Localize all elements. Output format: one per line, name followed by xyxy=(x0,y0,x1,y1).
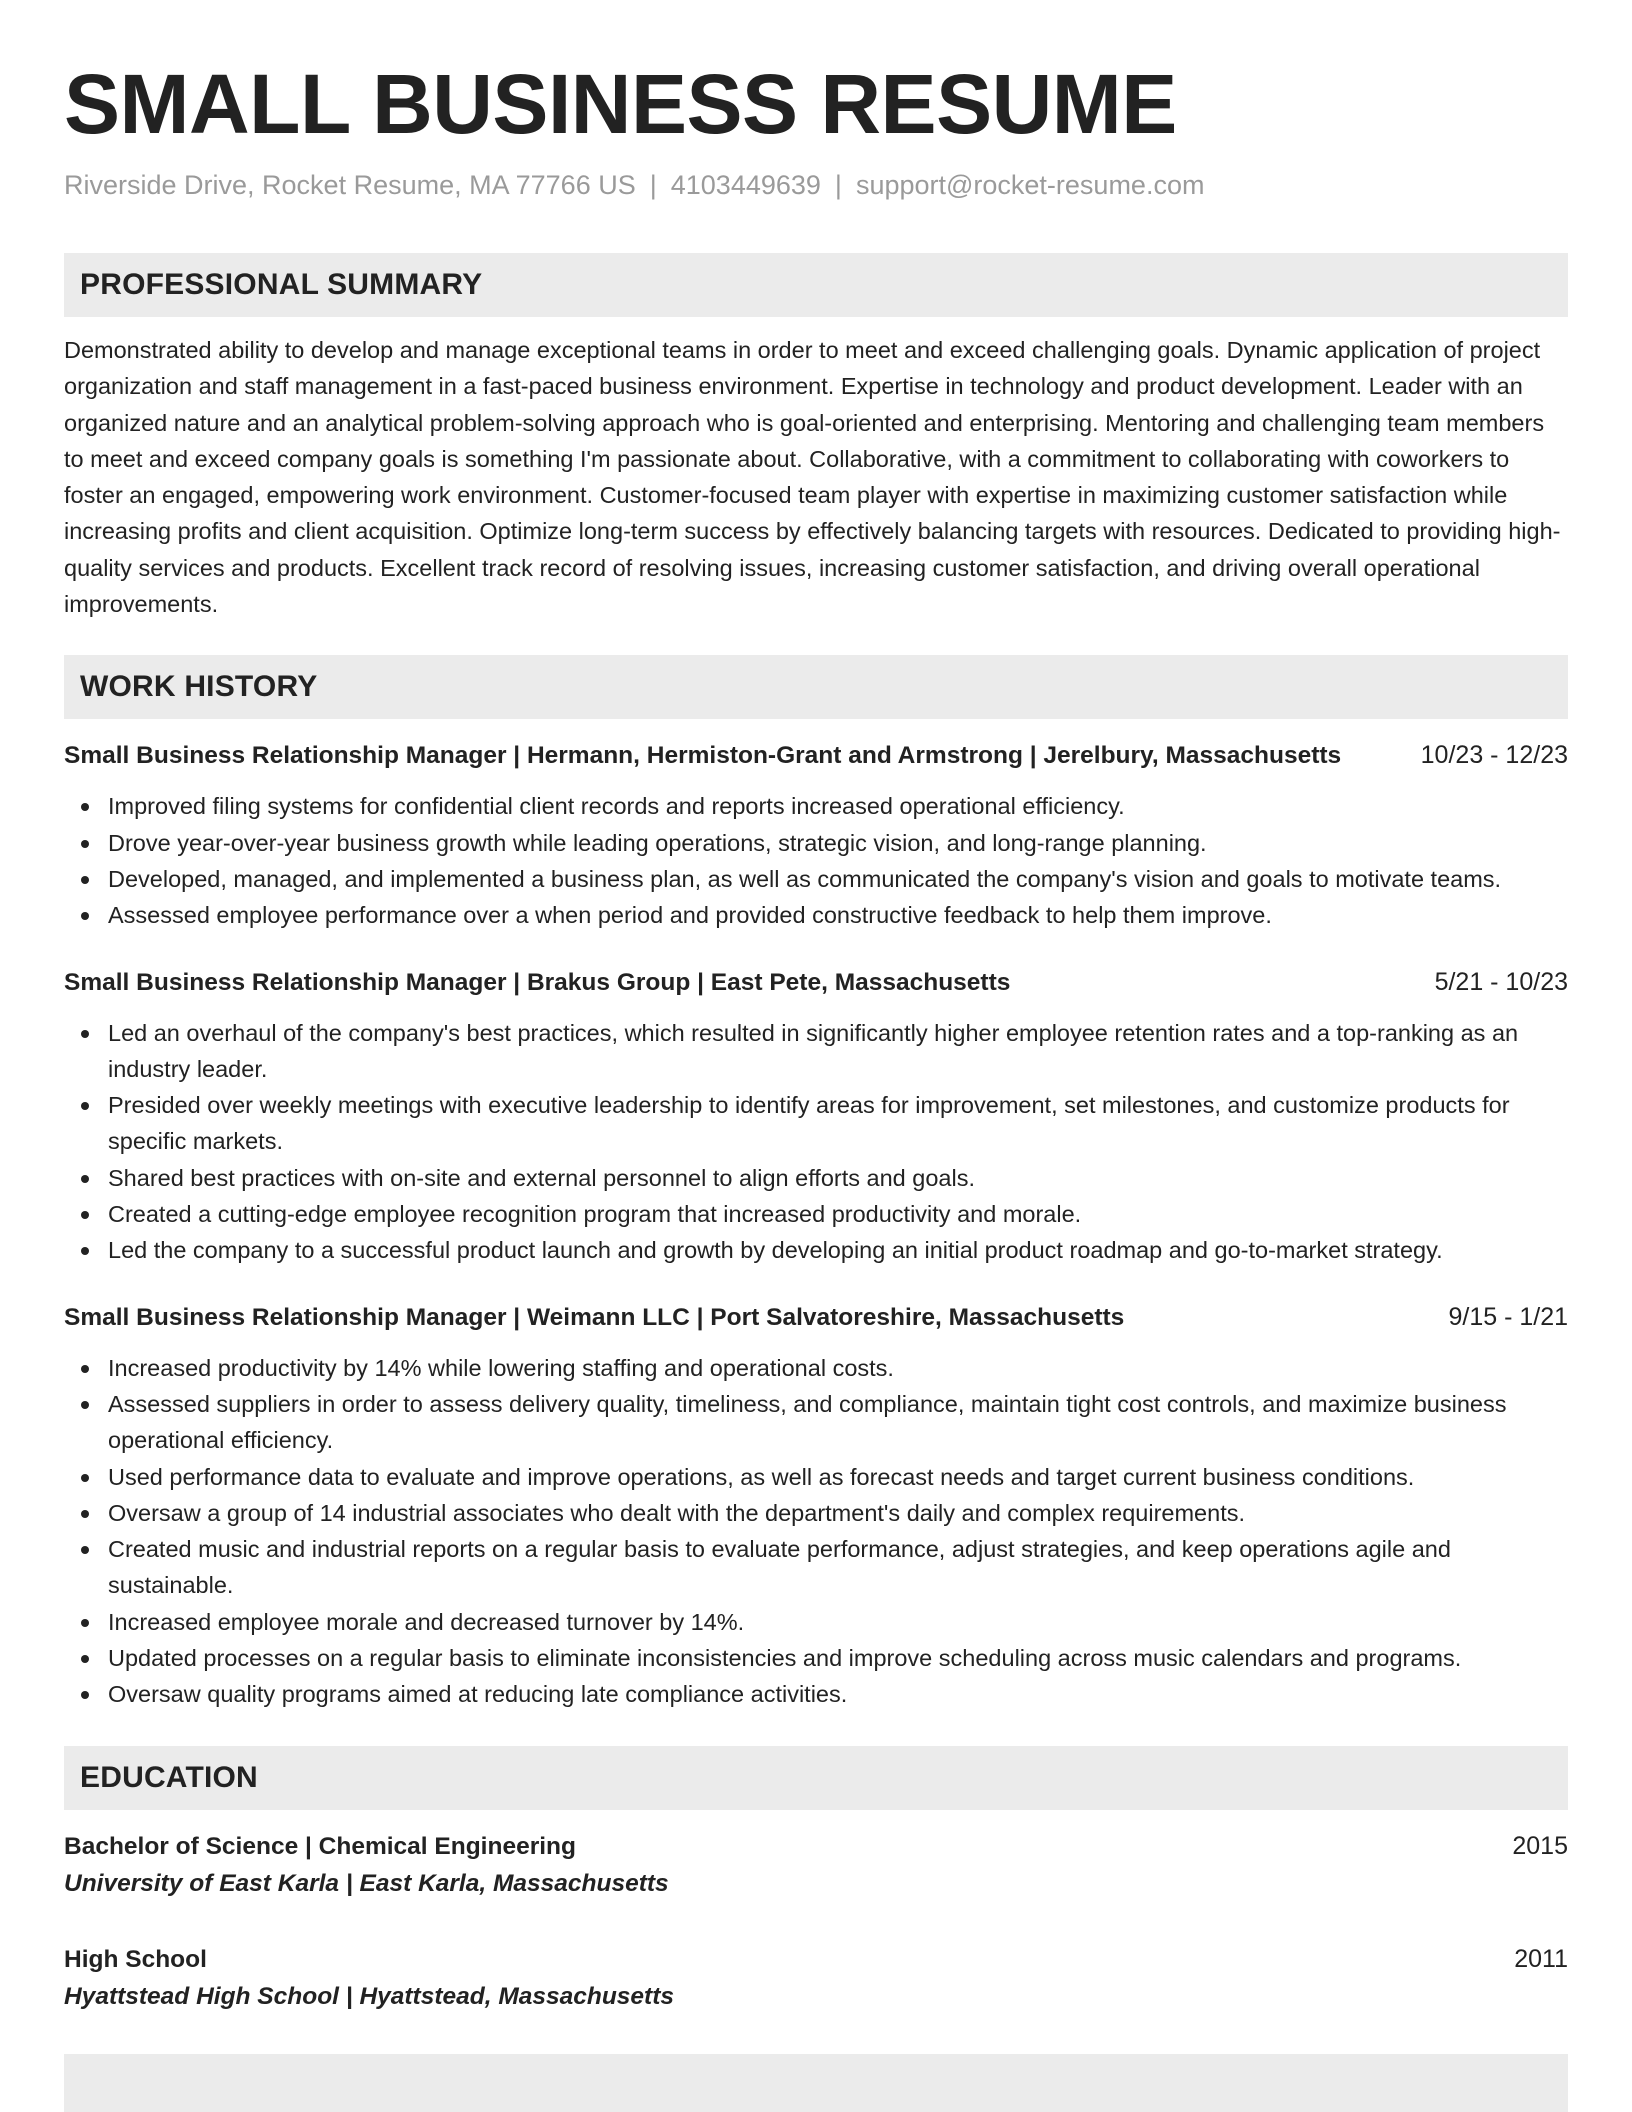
contact-email: support@rocket-resume.com xyxy=(855,170,1205,200)
job-bullet: Used performance data to evaluate and improve operations, as well as forecast needs and target current business conditions. xyxy=(64,1459,1568,1495)
contact-separator: | xyxy=(834,170,842,200)
job-bullet-list xyxy=(64,1015,1568,1269)
job-bullet-list xyxy=(64,788,1568,933)
job-bullet: Presided over weekly meetings with executive leadership to identify areas for improvement, set milestones, and customize products for specific markets. xyxy=(64,1087,1568,1160)
job-entry xyxy=(64,1299,1568,1713)
job-bullet: Updated processes on a regular basis to eliminate inconsistencies and improve scheduling across music calendars and programs. xyxy=(64,1640,1568,1676)
job-bullet: Improved filing systems for confidential client records and reports increased operational efficiency. xyxy=(64,788,1568,824)
job-dates: 10/23 - 12/23 xyxy=(1420,741,1568,770)
job-bullet: Created a cutting-edge employee recognition program that increased productivity and morale. xyxy=(64,1196,1568,1232)
section-heading-education: EDUCATION xyxy=(64,1746,1568,1810)
job-title: Small Business Relationship Manager | Brakus Group | East Pete, Massachusetts xyxy=(64,968,1011,996)
job-entry xyxy=(64,737,1568,933)
education-entry xyxy=(64,1941,1568,2016)
job-bullet: Developed, managed, and implemented a business plan, as well as communicated the company's vision and goals to motivate teams. xyxy=(64,861,1568,897)
resume-title: SMALL BUSINESS RESUME xyxy=(64,57,1177,151)
job-bullet: Increased productivity by 14% while lowering staffing and operational costs. xyxy=(64,1350,1568,1386)
job-dates: 5/21 - 10/23 xyxy=(1434,967,1568,996)
job-bullet: Oversaw quality programs aimed at reducing late compliance activities. xyxy=(64,1676,1568,1712)
job-bullet: Shared best practices with on-site and external personnel to align efforts and goals. xyxy=(64,1160,1568,1196)
education-year: 2011 xyxy=(1514,1944,1568,1973)
education-entry xyxy=(64,1828,1568,1903)
job-bullet: Increased employee morale and decreased turnover by 14%. xyxy=(64,1604,1568,1640)
contact-line xyxy=(64,168,1568,202)
job-bullet: Oversaw a group of 14 industrial associates who dealt with the department's daily and complex requirements. xyxy=(64,1495,1568,1531)
education-header xyxy=(64,1828,1568,1865)
education-year: 2015 xyxy=(1512,1831,1568,1860)
job-bullet: Assessed employee performance over a when period and provided constructive feedback to help them improve. xyxy=(64,897,1568,933)
job-title: Small Business Relationship Manager | Weimann LLC | Port Salvatoreshire, Massachusetts xyxy=(64,1303,1125,1331)
summary-text: Demonstrated ability to develop and manage exceptional teams in order to meet and exceed challenging goals. Dynamic application of project organization and staff management in a fast-paced business environment. Expertise in technology and product development. Leader with an organized nature and an analytical problem-solving approach who is goal-oriented and enterprising. Mentoring and challenging team members to meet and exceed company goals is something I'm passionate about. Collaborative, with a commitment to collaborating with coworkers to foster an engaged, empowering work environment. Customer-focused team player with expertise in maximizing customer satisfaction while increasing profits and client acquisition. Optimize long-term success by effectively balancing targets with resources. Dedicated to providing high-quality services and products. Excellent track record of resolving issues, increasing customer satisfaction, and driving overall operational improvements. xyxy=(64,337,1561,618)
job-bullet: Led an overhaul of the company's best practices, which resulted in significantly higher employee retention rates and a top-ranking as an industry leader. xyxy=(64,1015,1568,1088)
section-heading-next xyxy=(64,2054,1568,2112)
job-bullet: Created music and industrial reports on a regular basis to evaluate performance, adjust strategies, and keep operations agile and sustainable. xyxy=(64,1531,1568,1604)
education-degree: High School xyxy=(64,1945,207,1973)
contact-separator: | xyxy=(649,170,657,200)
education-header xyxy=(64,1941,1568,1978)
job-bullet-list xyxy=(64,1350,1568,1713)
contact-address: Riverside Drive, Rocket Resume, MA 77766 US xyxy=(64,170,636,200)
section-heading-work-history: WORK HISTORY xyxy=(64,655,1568,719)
job-entry xyxy=(64,964,1568,1269)
education-school: Hyattstead High School | Hyattstead, Massachusetts xyxy=(64,1982,674,2010)
job-dates: 9/15 - 1/21 xyxy=(1448,1302,1568,1331)
job-header xyxy=(64,1299,1568,1336)
contact-phone: 4103449639 xyxy=(670,170,821,200)
section-heading-summary: PROFESSIONAL SUMMARY xyxy=(64,253,1568,317)
education-school: University of East Karla | East Karla, Massachusetts xyxy=(64,1869,669,1897)
job-title: Small Business Relationship Manager | Hermann, Hermiston-Grant and Armstrong | Jerelbury, Massachusetts xyxy=(64,742,1342,770)
job-header xyxy=(64,964,1568,1001)
education-degree: Bachelor of Science | Chemical Engineering xyxy=(64,1832,576,1860)
job-bullet: Assessed suppliers in order to assess delivery quality, timeliness, and compliance, maintain tight cost controls, and maximize business operational efficiency. xyxy=(64,1386,1568,1459)
job-bullet: Led the company to a successful product launch and growth by developing an initial product roadmap and go-to-market strategy. xyxy=(64,1232,1568,1268)
job-header xyxy=(64,737,1568,774)
job-bullet: Drove year-over-year business growth while leading operations, strategic vision, and long-range planning. xyxy=(64,825,1568,861)
